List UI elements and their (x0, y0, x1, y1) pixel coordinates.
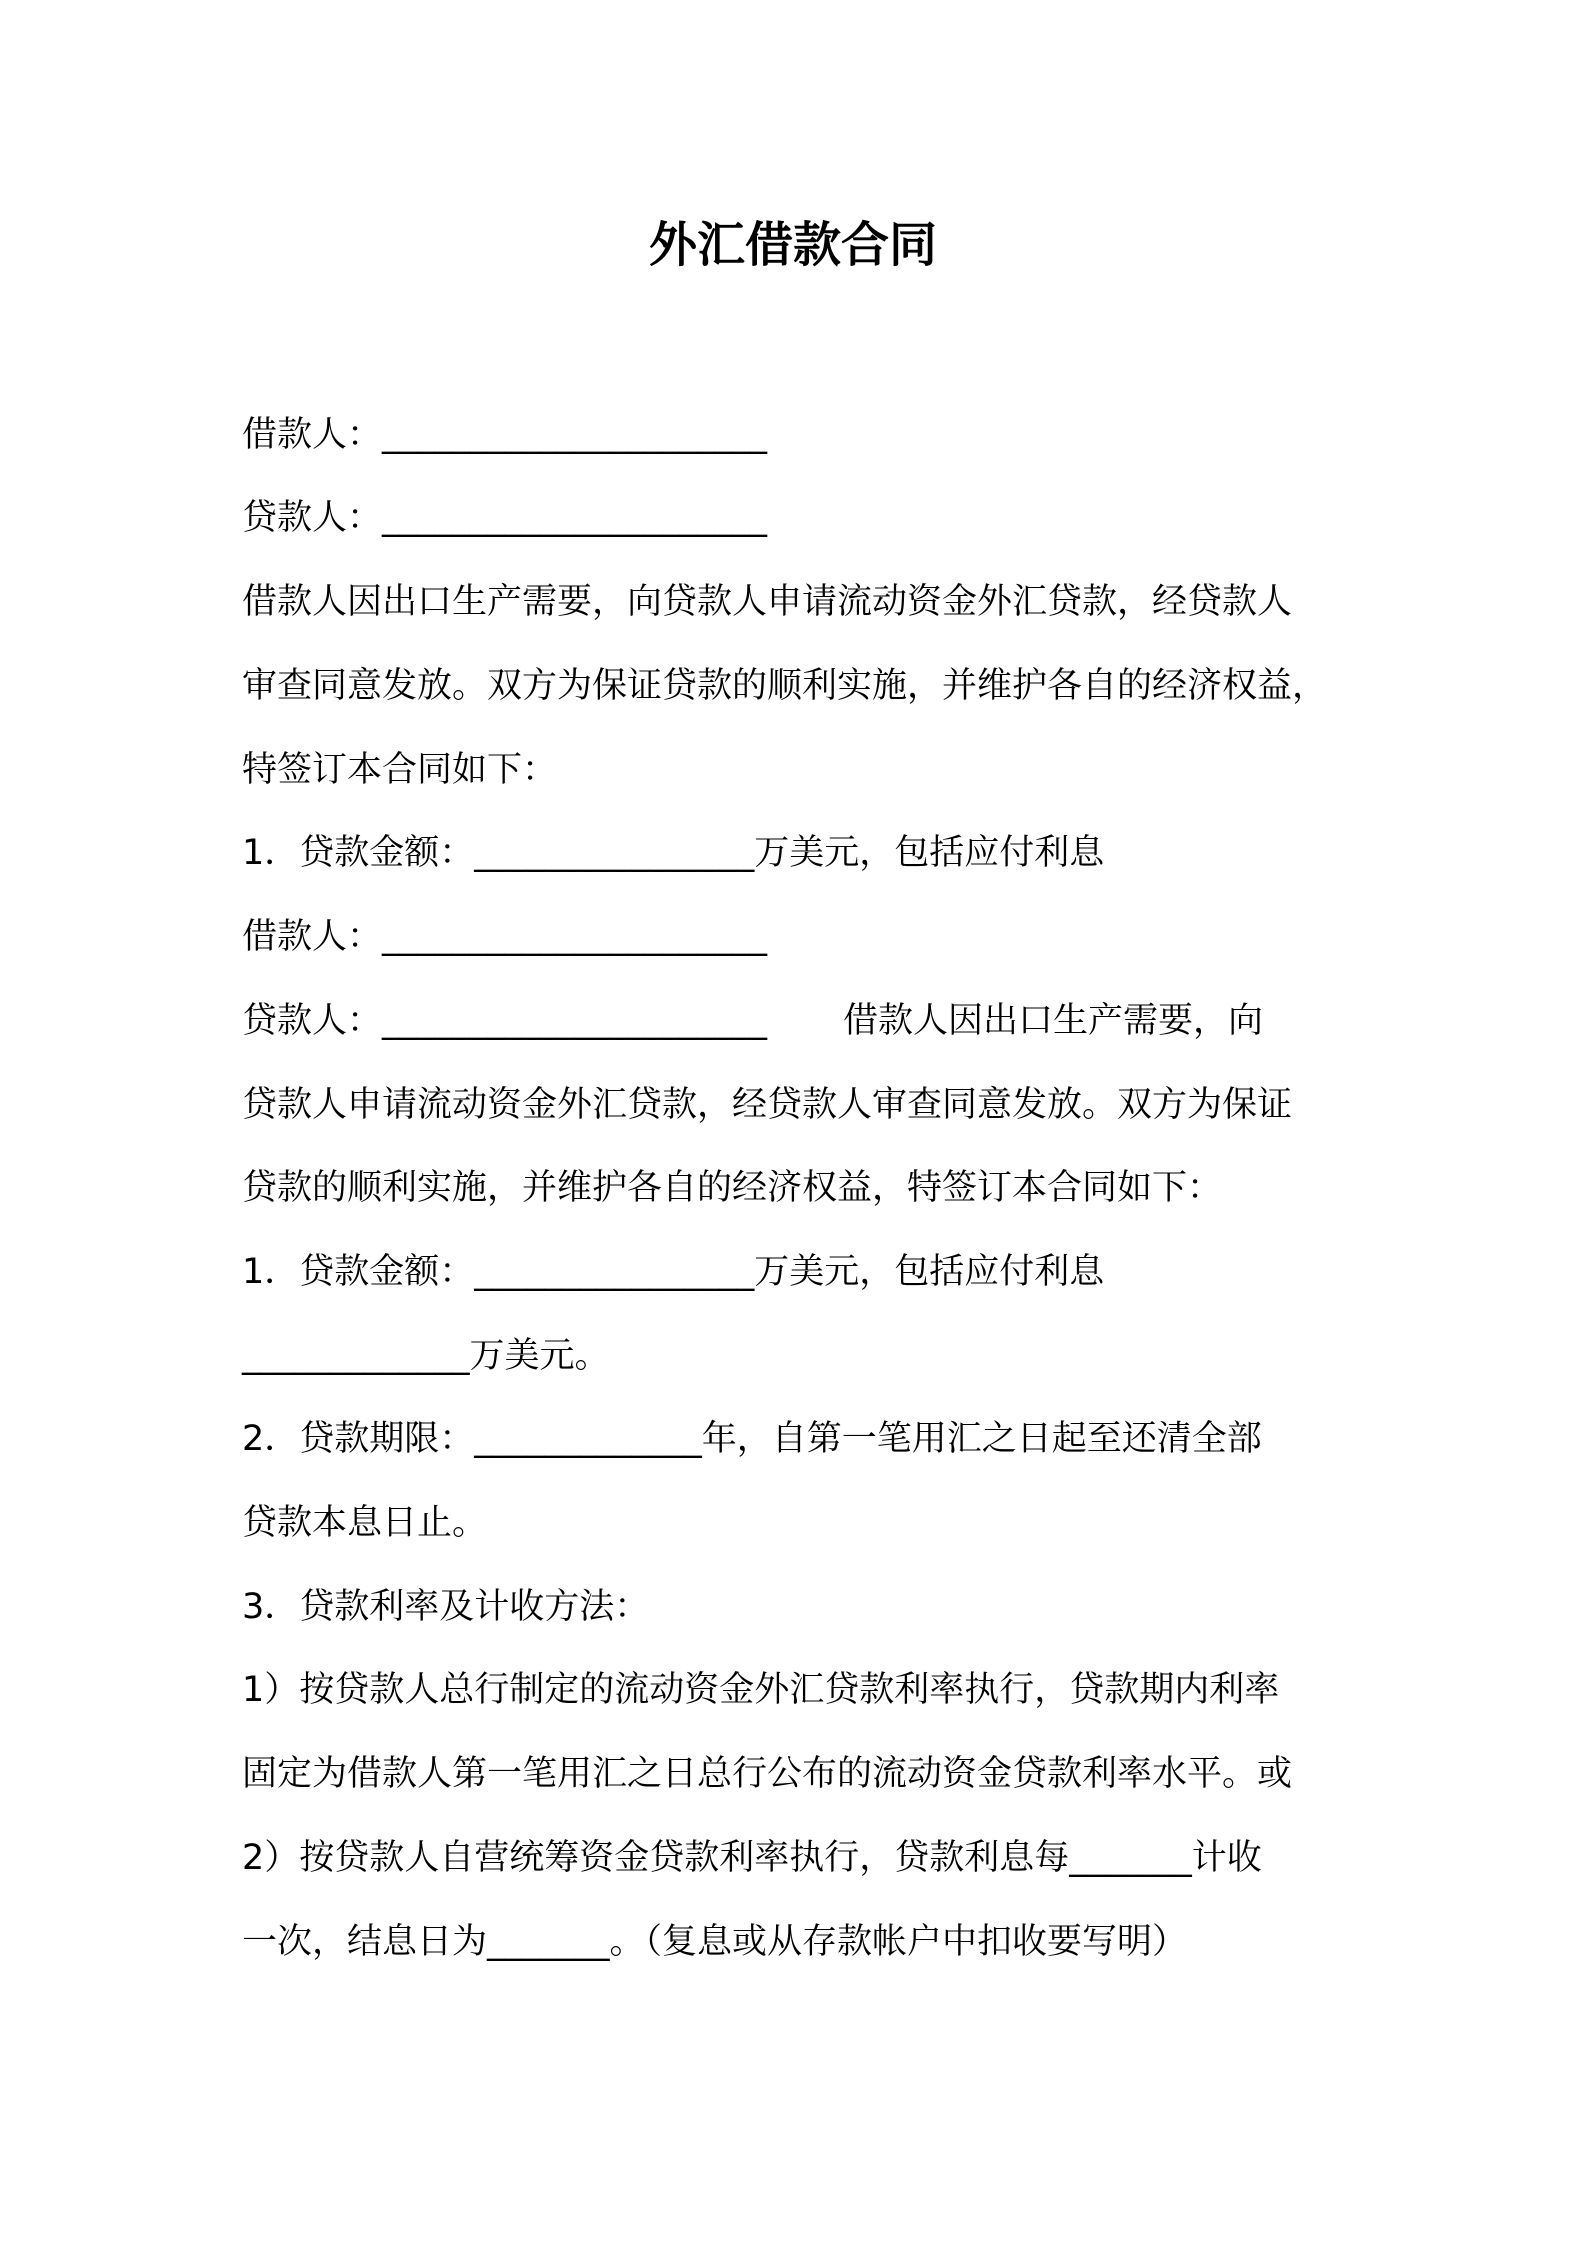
loan-amount-line: 1．贷款金额：________________万美元，包括应付利息 (242, 833, 1105, 873)
intro-paragraph-line-2: 审查同意发放。双方为保证贷款的顺利实施，并维护各自的经济权益， (242, 666, 1328, 706)
loan-term-line-2: 贷款本息日止。 (242, 1503, 488, 1543)
interest-rate-heading: 3．贷款利率及计收方法： (242, 1587, 650, 1627)
borrower-line: 借款人：______________________ (242, 415, 768, 455)
intro-repeat-start: 借款人因出口生产需要，向 (843, 1001, 1264, 1041)
loan-amount-continued: _____________万美元。 (242, 1336, 610, 1376)
intro-paragraph-line-1: 借款人因出口生产需要，向贷款人申请流动资金外汇贷款，经贷款人 (242, 582, 1293, 622)
intro-repeat-line-2: 贷款人申请流动资金外汇贷款，经贷款人审查同意发放。双方为保证 (242, 1085, 1293, 1125)
interest-option-1-line-2: 固定为借款人第一笔用汇之日总行公布的流动资金贷款利率水平。或 (242, 1754, 1293, 1794)
intro-paragraph-line-3: 特签订本合同如下： (242, 750, 558, 790)
document-title: 外汇借款合同 (648, 217, 937, 273)
intro-repeat-line-3: 贷款的顺利实施，并维护各自的经济权益，特签订本合同如下： (242, 1168, 1223, 1208)
loan-term-line-1: 2．贷款期限：_____________年，自第一笔用汇之日起至还清全部 (242, 1419, 1262, 1459)
interest-option-2-line-2: 一次，结息日为_______。（复息或从存款帐户中扣收要写明） (242, 1922, 1188, 1962)
lender-line-repeat (242, 996, 1263, 1046)
lender-field-repeat: 贷款人：______________________ (242, 1001, 768, 1041)
borrower-line-repeat: 借款人：______________________ (242, 917, 768, 957)
loan-amount-line-repeat: 1．贷款金额：________________万美元，包括应付利息 (242, 1252, 1105, 1292)
interest-option-2-line-1: 2）按贷款人自营统筹资金贷款利率执行，贷款利息每_______计收 (242, 1838, 1262, 1878)
lender-line: 贷款人：______________________ (242, 498, 768, 538)
interest-option-1-line-1: 1）按贷款人总行制定的流动资金外汇贷款利率执行，贷款期内利率 (242, 1670, 1280, 1710)
